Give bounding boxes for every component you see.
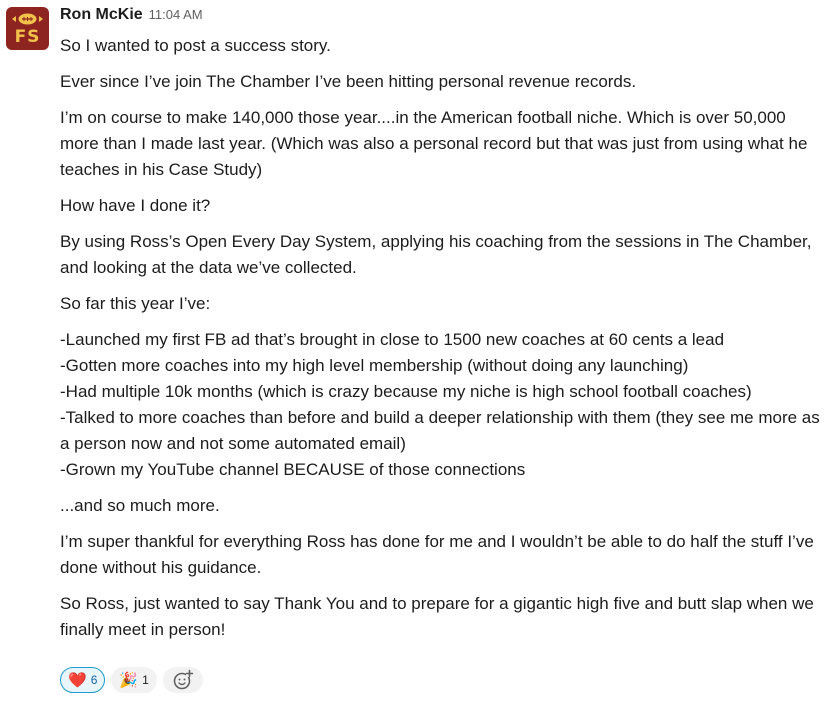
timestamp[interactable]: 11:04 AM: [148, 7, 203, 22]
heart-icon: ❤️: [68, 671, 87, 689]
reaction-count: 1: [142, 673, 149, 687]
add-emoji-icon: [172, 669, 194, 691]
reaction-count: 6: [90, 673, 98, 687]
list-item: -Had multiple 10k months (which is crazy because my niche is high school football coaches): [60, 382, 752, 401]
message-body: [60, 33, 825, 653]
reaction-tada[interactable]: [111, 667, 156, 693]
message-paragraph: So far this year I’ve:: [60, 294, 211, 313]
message-paragraph: So Ross, just wanted to say Thank You and to prepare for a gigantic high five and butt slap when we finally meet in person!: [60, 594, 814, 639]
tada-icon: 🎉: [119, 671, 139, 689]
add-reaction-button[interactable]: [163, 667, 203, 693]
message-paragraph: ...and so much more.: [60, 496, 220, 515]
message-paragraph: I’m on course to make 140,000 those year....in the American football niche. Which is over 50,000 more than I made last year. (Which was also a personal record but that was just from using what he teaches in his Case Study): [60, 108, 808, 179]
message-paragraph: Ever since I’ve join The Chamber I’ve been hitting personal revenue records.: [60, 72, 637, 91]
list-item: -Launched my first FB ad that’s brought in close to 1500 new coaches at 60 cents a lead: [60, 330, 725, 349]
avatar[interactable]: [6, 7, 49, 50]
reaction-heart[interactable]: [60, 667, 105, 693]
avatar-initials: FS: [14, 27, 41, 47]
message-paragraph: I’m super thankful for everything Ross has done for me and I wouldn’t be able to do half the stuff I’ve done without his guidance.: [60, 532, 814, 577]
message-paragraph: By using Ross’s Open Every Day System, applying his coaching from the sessions in The Chamber, and looking at the data we’ve collected.: [60, 232, 812, 277]
list-item: -Gotten more coaches into my high level membership (without doing any launching): [60, 356, 689, 375]
achievement-list: [60, 327, 825, 483]
message-paragraph: How have I done it?: [60, 196, 211, 215]
message-paragraph: So I wanted to post a success story.: [60, 36, 331, 55]
list-item: -Talked to more coaches than before and build a deeper relationship with them (they see me more as a person now and not some automated email): [60, 408, 820, 453]
reaction-bar: [60, 667, 203, 693]
author-name[interactable]: Ron McKie: [60, 6, 143, 23]
message-header: [60, 6, 203, 30]
list-item: -Grown my YouTube channel BECAUSE of those connections: [60, 460, 526, 479]
